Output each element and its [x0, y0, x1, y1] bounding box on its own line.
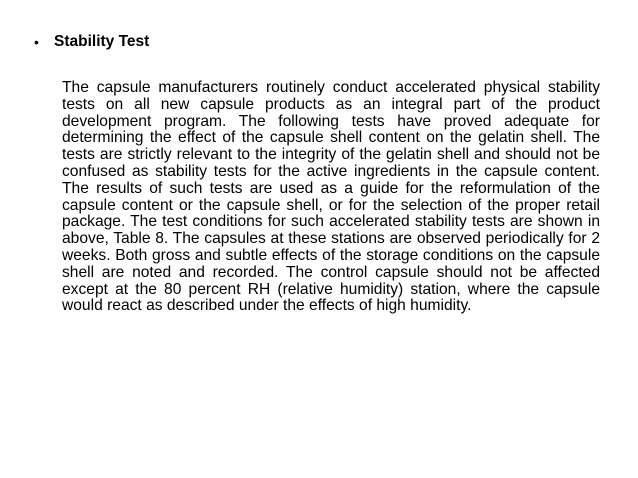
body-paragraph: The capsule manufacturers routinely conduct accelerated physical stability tests on all new capsule products as an integral part of the product development program. The following tests have proved adequate for determining the effect of the capsule shell content on the gelatin shell. The tests are strictly relevant to the integrity of the gelatin shell and should not be confused as stability tests for the active ingredients in the capsule content. The results of such tests are used as a guide for the reformulation of the capsule content or the capsule shell, or for the selection of the proper retail package. The test conditions for such accelerated stability tests are shown in above, Table 8. The capsules at these stations are observed periodically for 2 weeks. Both gross and subtle effects of the storage conditions on the capsule shell are noted and recorded. The control capsule should not be affected except at the 80 percent RH (relative humidity) station, where the capsule would react as described under the effects of high humidity. [62, 79, 600, 315]
bullet-icon: • [34, 34, 39, 50]
section-heading: Stability Test [54, 33, 150, 50]
bullet-item [34, 33, 149, 51]
